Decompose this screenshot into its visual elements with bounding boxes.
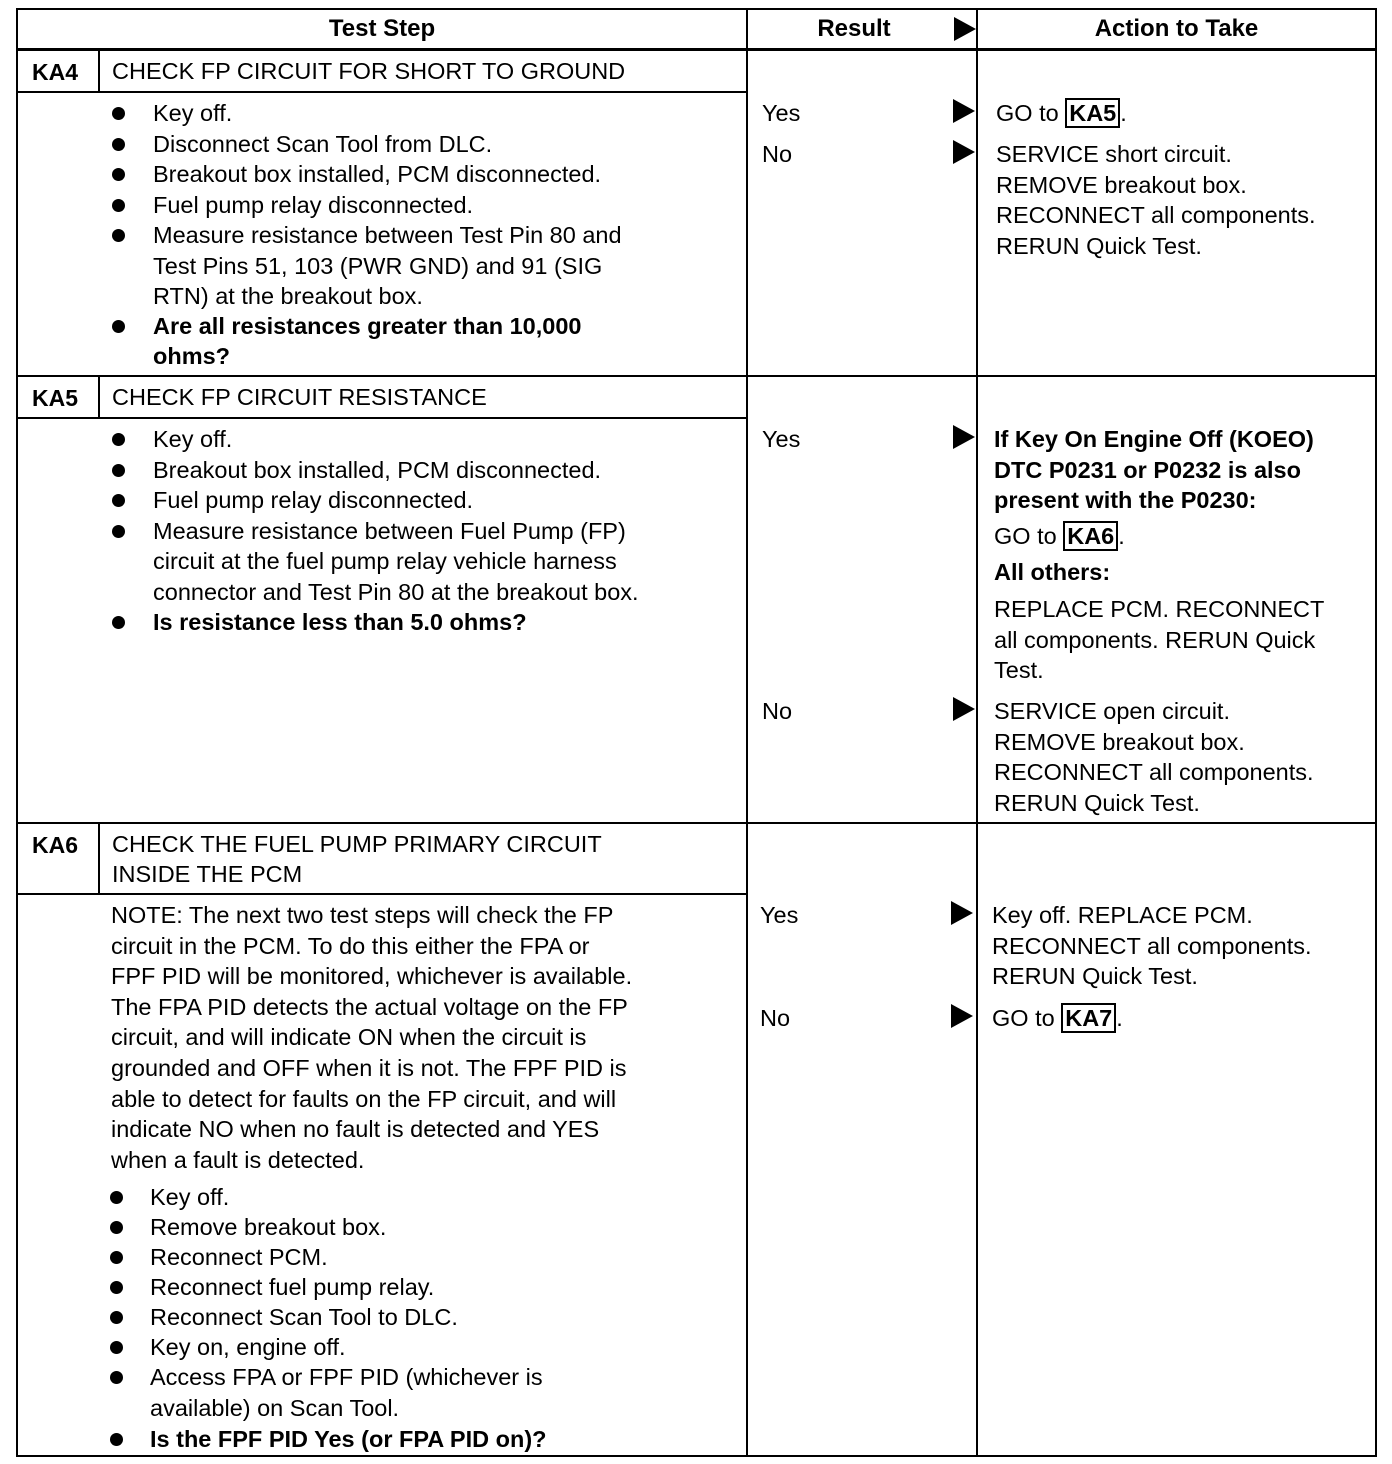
ka4-no-action-4: RERUN Quick Test. xyxy=(996,233,1202,259)
ka4-yes-action xyxy=(996,98,1127,129)
ka5-step-4-cont2: connector and Test Pin 80 at the breakout box. xyxy=(153,579,639,605)
table-border-bottom xyxy=(16,1455,1377,1457)
ka5-title-underline xyxy=(16,417,748,419)
ka5-yes-condition-2: DTC P0231 or P0232 is also xyxy=(994,457,1301,483)
ka6-no-action xyxy=(992,1003,1123,1034)
ka6-note-6: grounded and OFF when it is not. The FPF PID is xyxy=(111,1055,627,1081)
ka4-step-5: Measure resistance between Test Pin 80 and xyxy=(153,222,622,248)
ka5-id-divider xyxy=(98,377,100,419)
bullet-icon xyxy=(112,107,125,120)
bullet-icon xyxy=(112,433,125,446)
ka4-step-5-cont: Test Pins 51, 103 (PWR GND) and 91 (SIG xyxy=(153,253,603,279)
ka4-step-2: Disconnect Scan Tool from DLC. xyxy=(153,131,493,157)
ka5-others-action-2: all components. RERUN Quick xyxy=(994,627,1316,653)
ka6-step-title-1: CHECK THE FUEL PUMP PRIMARY CIRCUIT xyxy=(112,831,602,857)
ka6-question: Is the FPF PID Yes (or FPA PID on)? xyxy=(150,1426,547,1452)
header-test-step: Test Step xyxy=(328,15,436,42)
bullet-icon xyxy=(110,1251,123,1264)
ka5-no-action-4: RERUN Quick Test. xyxy=(994,790,1200,816)
ka6-note-2: circuit in the PCM. To do this either the FPA or xyxy=(111,933,590,959)
ka6-note-5: circuit, and will indicate ON when the circuit is xyxy=(111,1024,587,1050)
ka5-all-others: All others: xyxy=(994,559,1111,585)
ka6-note-3: FPF PID will be monitored, whichever is available. xyxy=(111,963,633,989)
ka4-no-action-3: RECONNECT all components. xyxy=(996,202,1316,228)
result-arrow-icon xyxy=(953,99,975,123)
ka5-step-4: Measure resistance between Fuel Pump (FP) xyxy=(153,518,626,544)
header-action: Action to Take xyxy=(1094,15,1259,42)
ka6-yes-action-2: RECONNECT all components. xyxy=(992,933,1312,959)
ka5-yes-condition-1: If Key On Engine Off (KOEO) xyxy=(994,426,1314,452)
bullet-icon xyxy=(110,1281,123,1294)
ka5-step-3: Fuel pump relay disconnected. xyxy=(153,487,474,513)
ka5-step-id: KA5 xyxy=(32,385,79,411)
ka5-yes-condition-3: present with the P0230: xyxy=(994,487,1257,513)
table-border-top xyxy=(16,8,1377,10)
ka5-no-action-3: RECONNECT all components. xyxy=(994,759,1314,785)
ka6-step-title-2: INSIDE THE PCM xyxy=(112,861,303,887)
ka4-no-action-2: REMOVE breakout box. xyxy=(996,172,1247,198)
ka6-step-7-cont: available) on Scan Tool. xyxy=(150,1395,400,1421)
ka4-result-yes: Yes xyxy=(762,100,801,126)
ka6-step-5: Reconnect Scan Tool to DLC. xyxy=(150,1304,458,1330)
result-arrow-icon xyxy=(951,1004,973,1028)
column-divider-action xyxy=(976,8,978,1457)
ka6-step-4: Reconnect fuel pump relay. xyxy=(150,1274,435,1300)
ka4-yes-action-suffix: . xyxy=(1120,100,1127,126)
header-divider xyxy=(16,48,1377,51)
ka4-no-action-1: SERVICE short circuit. xyxy=(996,141,1232,167)
bullet-icon xyxy=(110,1433,123,1446)
ka5-others-action-1: REPLACE PCM. RECONNECT xyxy=(994,596,1325,622)
ka6-reference-link[interactable]: KA6 xyxy=(1063,521,1118,551)
ka5-step-2: Breakout box installed, PCM disconnected. xyxy=(153,457,602,483)
bullet-icon xyxy=(112,525,125,538)
ka4-id-divider xyxy=(98,51,100,93)
ka5-yes-action-prefix: GO to xyxy=(994,523,1057,549)
ka6-no-action-prefix: GO to xyxy=(992,1005,1055,1031)
ka5-reference-link[interactable]: KA5 xyxy=(1065,98,1120,128)
ka6-note-7: able to detect for faults on the FP circuit, and will xyxy=(111,1086,617,1112)
ka5-step-4-cont: circuit at the fuel pump relay vehicle harness xyxy=(153,548,617,574)
ka6-note-1: NOTE: The next two test steps will check the FP xyxy=(111,902,614,928)
bullet-icon xyxy=(110,1371,123,1384)
bullet-icon xyxy=(112,138,125,151)
ka6-result-no: No xyxy=(760,1005,791,1031)
header-result: Result xyxy=(817,15,891,42)
ka6-step-3: Reconnect PCM. xyxy=(150,1244,328,1270)
bullet-icon xyxy=(112,616,125,629)
ka5-step-title: CHECK FP CIRCUIT RESISTANCE xyxy=(112,384,487,410)
ka4-step-5-cont2: RTN) at the breakout box. xyxy=(153,283,423,309)
ka5-step-1: Key off. xyxy=(153,426,233,452)
ka6-step-id: KA6 xyxy=(32,832,79,858)
ka4-step-title: CHECK FP CIRCUIT FOR SHORT TO GROUND xyxy=(112,58,626,84)
ka6-result-yes: Yes xyxy=(760,902,799,928)
ka4-question-cont: ohms? xyxy=(153,343,231,369)
ka5-no-action-2: REMOVE breakout box. xyxy=(994,729,1245,755)
bullet-icon xyxy=(112,464,125,477)
bullet-icon xyxy=(112,168,125,181)
bullet-icon xyxy=(112,199,125,212)
header-arrow-icon xyxy=(954,17,976,41)
ka4-title-underline xyxy=(16,91,748,93)
ka5-result-yes: Yes xyxy=(762,426,801,452)
bullet-icon xyxy=(110,1191,123,1204)
row-divider-ka5 xyxy=(16,375,1377,377)
bullet-icon xyxy=(110,1221,123,1234)
ka4-step-4: Fuel pump relay disconnected. xyxy=(153,192,474,218)
table-border-right xyxy=(1375,8,1377,1457)
ka6-note-9: when a fault is detected. xyxy=(111,1147,365,1173)
ka6-step-6: Key on, engine off. xyxy=(150,1334,346,1360)
row-divider-ka6 xyxy=(16,822,1377,824)
ka6-note-4: The FPA PID detects the actual voltage on the FP xyxy=(111,994,628,1020)
ka5-question: Is resistance less than 5.0 ohms? xyxy=(153,609,527,635)
ka6-title-underline xyxy=(16,893,748,895)
result-arrow-icon xyxy=(951,901,973,925)
bullet-icon xyxy=(112,320,125,333)
ka4-yes-action-prefix: GO to xyxy=(996,100,1059,126)
ka4-step-3: Breakout box installed, PCM disconnected. xyxy=(153,161,602,187)
ka5-others-action-3: Test. xyxy=(994,657,1044,683)
ka4-result-no: No xyxy=(762,141,793,167)
ka6-yes-action-1: Key off. REPLACE PCM. xyxy=(992,902,1253,928)
bullet-icon xyxy=(112,494,125,507)
result-arrow-icon xyxy=(953,425,975,449)
result-arrow-icon xyxy=(953,140,975,164)
ka5-result-no: No xyxy=(762,698,793,724)
bullet-icon xyxy=(110,1311,123,1324)
bullet-icon xyxy=(110,1341,123,1354)
ka6-note-8: indicate NO when no fault is detected and YES xyxy=(111,1116,600,1142)
ka6-yes-action-3: RERUN Quick Test. xyxy=(992,963,1198,989)
column-divider-result xyxy=(746,8,748,1457)
ka4-step-1: Key off. xyxy=(153,100,233,126)
ka6-step-1: Key off. xyxy=(150,1184,230,1210)
ka4-question: Are all resistances greater than 10,000 xyxy=(153,313,582,339)
table-border-left xyxy=(16,8,18,1457)
bullet-icon xyxy=(112,229,125,242)
ka4-step-id: KA4 xyxy=(32,59,79,85)
ka6-step-7: Access FPA or FPF PID (whichever is xyxy=(150,1364,543,1390)
result-arrow-icon xyxy=(953,697,975,721)
ka5-yes-action-suffix: . xyxy=(1118,523,1125,549)
ka6-id-divider xyxy=(98,824,100,895)
ka7-reference-link[interactable]: KA7 xyxy=(1061,1003,1116,1033)
ka5-no-action-1: SERVICE open circuit. xyxy=(994,698,1230,724)
ka6-step-2: Remove breakout box. xyxy=(150,1214,387,1240)
ka5-yes-action xyxy=(994,521,1125,552)
ka6-no-action-suffix: . xyxy=(1116,1005,1123,1031)
